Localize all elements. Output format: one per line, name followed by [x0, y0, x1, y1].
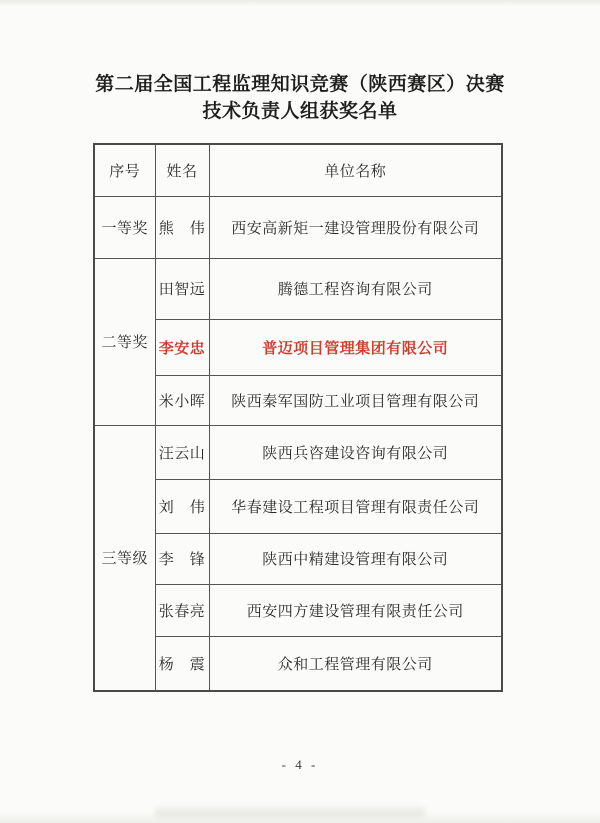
- column-header-name: 姓名: [155, 144, 209, 196]
- winner-name-cell: 张春亮: [155, 584, 209, 636]
- table-row: [94, 258, 502, 319]
- table-row: [94, 319, 502, 375]
- winner-name-cell: 田智远: [155, 258, 209, 319]
- winner-name-cell: 李 锋: [155, 533, 209, 584]
- company-name-cell: 腾德工程咨询有限公司: [209, 258, 502, 319]
- column-header-company: 单位名称: [209, 144, 502, 196]
- company-name-cell: 西安高新矩一建设管理股份有限公司: [209, 196, 502, 258]
- document-title: [0, 71, 600, 125]
- table-row: [94, 479, 502, 533]
- award-group-cell: 三等级: [94, 425, 155, 691]
- column-header-index: 序号: [94, 144, 155, 196]
- title-line-1: 第二届全国工程监理知识竞赛（陕西赛区）决赛: [95, 74, 505, 95]
- table-row: [94, 196, 502, 258]
- company-name-cell: 华春建设工程项目管理有限责任公司: [209, 479, 502, 533]
- winner-name-cell: 米小晖: [155, 375, 209, 425]
- winner-name-cell: 李安忠: [155, 319, 209, 375]
- company-name-cell: 西安四方建设管理有限责任公司: [209, 584, 502, 636]
- winner-name-cell: 熊 伟: [155, 196, 209, 258]
- table-row: [94, 636, 502, 691]
- page-number: - 4 -: [281, 757, 319, 772]
- award-group-cell: 二等奖: [94, 258, 155, 425]
- table-header-row: [94, 144, 502, 196]
- title-line-2: 技术负责人组获奖名单: [202, 101, 398, 122]
- table-row: [94, 425, 502, 479]
- company-name-cell: 陕西中精建设管理有限公司: [209, 533, 502, 584]
- winner-name-cell: 汪云山: [155, 425, 209, 479]
- company-name-cell: 众和工程管理有限公司: [209, 636, 502, 691]
- award-group-cell: 一等奖: [94, 196, 155, 258]
- table-row: [94, 533, 502, 584]
- scan-bleedthrough-artifact: [155, 808, 425, 817]
- company-name-cell: 陕西秦军国防工业项目管理有限公司: [209, 375, 502, 425]
- table-row: [94, 375, 502, 425]
- company-name-cell: 陕西兵咨建设咨询有限公司: [209, 425, 502, 479]
- winner-name-cell: 刘 伟: [155, 479, 209, 533]
- company-name-cell: 普迈项目管理集团有限公司: [209, 319, 502, 375]
- winner-name-cell: 杨 震: [155, 636, 209, 691]
- awards-table: [93, 143, 503, 692]
- table-row: [94, 584, 502, 636]
